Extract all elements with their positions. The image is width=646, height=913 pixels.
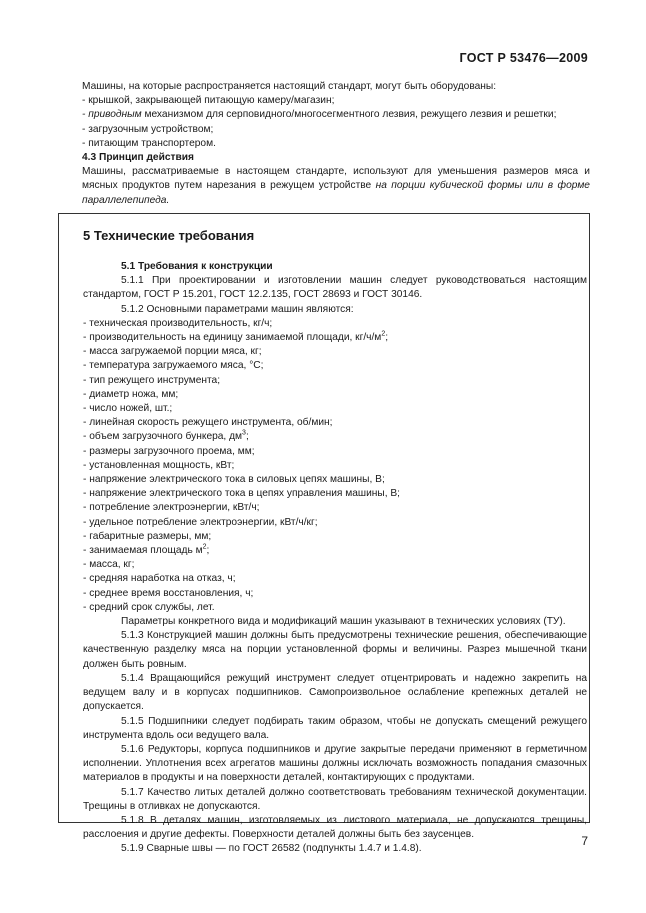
intro-item-text: механизмом для серповидного/многосегментного лезвия, режущего лезвия и решетки; <box>144 109 557 121</box>
italic-word: - приводным <box>82 109 142 121</box>
param-item: - габаритные размеры, мм; <box>83 530 212 542</box>
superscript: 2 <box>202 543 207 551</box>
paragraph: 5.1.2 Основными параметрами машин являются: <box>121 303 354 315</box>
superscript: 2 <box>381 330 386 338</box>
intro-item: - питающим транспортером. <box>82 137 216 149</box>
page-number: 7 <box>581 834 588 848</box>
param-item: - напряжение электрического тока в цепях управления машины, В; <box>83 488 401 500</box>
param-item: - размеры загрузочного проема, мм; <box>83 445 255 457</box>
subsection-title: 5.1 Требования к конструкции <box>121 261 273 272</box>
param-item <box>83 331 587 345</box>
paragraph: 5.1.4 Вращающийся режущий инструмент следует отцентрировать и надежно закрепить на ведущем валу и в корпусах подшипников. Самопроизвольное ослабление крепежных деталей не допускается. <box>83 672 587 713</box>
param-text: - производительность на единицу занимаемой площади, кг/ч/м <box>83 332 382 344</box>
section-5-frame <box>58 213 590 855</box>
superscript: 3 <box>242 430 246 438</box>
intro-lead: Машины, на которые распространяется настоящий стандарт, могут быть оборудованы: <box>82 81 497 92</box>
param-item: - диаметр ножа, мм; <box>83 388 179 400</box>
param-item: - тип режущего инструмента; <box>83 374 221 386</box>
param-item <box>83 430 587 444</box>
section-5-title: 5 Технические требования <box>83 228 255 243</box>
intro-item <box>82 108 590 122</box>
intro-item: - крышкой, закрывающей питающую камеру/магазин; <box>82 95 335 107</box>
param-item: - температура загружаемого мяса, °С; <box>83 360 264 372</box>
paragraph: 5.1.5 Подшипники следует подбирать таким образом, чтобы не допускать смещений режущего инструмента вдоль оси ведущего вала. <box>83 715 587 741</box>
section-4-3-title: 4.3 Принцип действия <box>82 152 194 164</box>
param-item: - потребление электроэнергии, кВт/ч; <box>83 502 260 514</box>
param-item: - средняя наработка на отказ, ч; <box>83 573 236 585</box>
section-4-3-text <box>82 165 590 208</box>
param-item: - установленная мощность, кВт; <box>83 459 235 471</box>
param-item: - средний срок службы, лет. <box>83 601 215 613</box>
param-item: - масса загружаемой порции мяса, кг; <box>83 346 262 358</box>
param-text: - объем загрузочного бункера, дм <box>83 431 243 443</box>
intro-block <box>82 80 590 208</box>
paragraph: 5.1.8 В деталях машин, изготовляемых из листового материала, не допускаются трещины, расслоения и другие дефекты. Поверхности деталей должны быть без заусенцев. <box>83 814 587 841</box>
paragraph: 5.1.3 Конструкцией машин должны быть предусмотрены технические решения, обеспечивающие качественную разделку мяса на порции установленной формы и величины. Разрез мышечной ткани должен быть ровным. <box>83 630 587 670</box>
param-item: - среднее время восстановления, ч; <box>83 587 254 599</box>
section-5-body <box>83 260 587 857</box>
section-4-3-text-plain: Машины, рассматриваемые в настоящем стандарте, используют для уменьшения размеров мяса и мясных продуктов путем нарезания в режущем устройстве <box>82 166 590 192</box>
document-header: ГОСТ Р 53476—2009 <box>459 51 588 65</box>
param-item: - линейная скорость режущего инструмента, об/мин; <box>83 417 333 429</box>
param-item: - напряжение электрического тока в силовых цепях машины, В; <box>83 474 385 486</box>
paragraph: 5.1.1 При проектировании и изготовлении машин следует руководствоваться настоящим стандартом, ГОСТ Р 15.201, ГОСТ 12.2.135, ГОСТ 28693 и ГОСТ 30146. <box>83 275 587 301</box>
param-item <box>83 544 587 558</box>
param-item: - масса, кг; <box>83 559 135 571</box>
intro-item: - загрузочным устройством; <box>82 123 214 135</box>
param-suffix: ; <box>206 545 210 557</box>
param-item: - удельное потребление электроэнергии, кВт/ч/кг; <box>83 516 318 528</box>
paragraph: 5.1.7 Качество литых деталей должно соответствовать требованиям технической документации. Трещины в отливках не допускаются. <box>83 786 587 812</box>
paragraph: Параметры конкретного вида и модификаций машин указывают в технических условиях (ТУ). <box>121 616 566 628</box>
param-text: - занимаемая площадь м <box>83 545 203 557</box>
param-suffix: ; <box>385 332 389 344</box>
section-4-3-text-italic: на порции кубической формы или в форме параллелепипеда. <box>82 180 590 206</box>
param-suffix: ; <box>245 431 249 443</box>
paragraph: 5.1.9 Сварные швы — по ГОСТ 26582 (подпункты 1.4.7 и 1.4.8). <box>121 843 422 855</box>
paragraph: 5.1.6 Редукторы, корпуса подшипников и другие закрытые передачи применяют в герметичном исполнении. Уплотнения всех агрегатов машины должны исключать возможность попадания смазочных материалов в продукты и на поверхности деталей, контактирующих с продуктами. <box>83 743 587 784</box>
param-item: - число ножей, шт.; <box>83 403 173 415</box>
param-item: - техническая производительность, кг/ч; <box>83 317 273 329</box>
